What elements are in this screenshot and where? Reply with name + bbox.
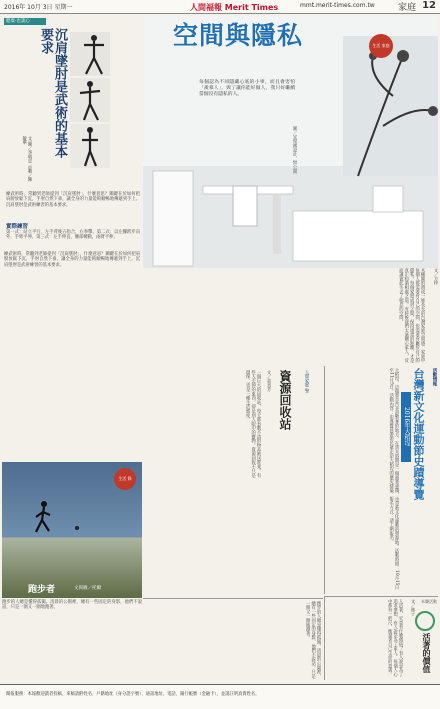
runner-body: 跑步的人總是懂得孤獨。清晨的公園裡，總有一些固定的身影，他們不說話，只是一圈又一圈地跑著。 [305, 601, 321, 679]
events-body: 大稻埕，這個曾是台北最繁華的地方，在清末時期是一個商業重鎮，也是新文化運動的發源地。活動時間：10月15日至11月5日。活動內容：由導覽員帶領民眾走訪大稻埕的歷史建築。報名方式：請上網報名。 [388, 368, 399, 590]
runner-caption: 跑步者 [28, 585, 56, 595]
issue-date: 2016年 10月 3日 星期一 [4, 4, 73, 11]
article-continued-body: 練武術時，常聽到老師提到「沉肩墜肘」，什麼意思？關鍵在於如何把肩膀放鬆下沉，手肘自然下垂，讓全身的力量能夠順暢地傳遞到手上。沉肩墜肘是武術練習的基本要求。 [4, 252, 140, 268]
recycling-subtitle: 人間家庭 警 [304, 370, 309, 393]
section-name: 家庭 [397, 3, 416, 13]
feature-body: 木柵圍的潰成一條長長的台灣家庭空間感。家庭中每個人都需要有自己的空間，也需要有屬於自己的隱私。每個家庭成員之間，保持適當的距離，才是真正和諧相處之道。有時候我們太過關心家人，反而讓彼此失去了喘息的空間。 [398, 268, 425, 363]
feature-quote: 每個認為不同隱藏心底的小事，而且會害怕「羨慕人」，與了讓你能好做人，我只好繼續當個沒有隱私的人。 [199, 80, 295, 98]
article-events [324, 366, 438, 594]
article-tai-chi [2, 16, 142, 250]
photo-credit: 文與圖／托爾 [74, 586, 101, 591]
photo-caption: 圖／宋俊國設計，無公開 [292, 126, 297, 174]
page-header [0, 0, 440, 14]
article-runner-body [143, 598, 323, 680]
value-title: 活著的價值 [422, 633, 432, 673]
photo-pose-1 [70, 32, 110, 76]
article-tai-chi-continued [2, 252, 142, 462]
article-value-of-living [324, 596, 438, 680]
article-recycling [143, 366, 323, 598]
article-author: 文‧圖／李明忠 示範／陳敏華 [21, 136, 32, 182]
article-body: 練武術時，常聽到老師提到「沉肩墜肘」，什麼意思？關鍵在於如何把肩膀放鬆下沉，手肘自然下垂，讓全身的力量能夠順暢地傳遞到手上。沉肩墜肘是武術練習的基本要求。 [6, 192, 140, 208]
recycling-title: 資源回收站 [278, 370, 292, 430]
feature-space-privacy [143, 16, 438, 268]
value-tag: 米樂活動 [421, 599, 437, 604]
photo-pose-3 [70, 124, 110, 168]
recycling-body: 一個巨大的回收站，每天都有數不清的物品被送進來。有些人丟掉的東西，卻是別人眼中的寶物。資源回收不只是環保，更是一種生活態度。 [245, 370, 261, 478]
feature-author: 文／方梓 [433, 268, 438, 286]
article-steps: 第一式：站立平行，左手背後五指合，右拳擊。第二式：以左腳跨步向外，手臂平伸。第三式：左手伸直，腰部轉動，兩臂平伸。 [6, 230, 140, 241]
value-body: 人活著，究竟有什麼價值？有人說是為了追求夢想，有人說是為了家人。每個人心中都有一把尺，衡量著自己生命的意義。 [387, 599, 403, 677]
footer-notice: 閱報服務：本報歡迎讀者投稿，來稿請附姓名、戶籍地址（身分證字號）、通訊地址、電話、銀行帳號（金融卡），並請註明真實姓名。 [6, 692, 260, 697]
events-tag: 活動情報 [432, 368, 437, 386]
lifestyle-badge: 生活 錄 [114, 468, 136, 490]
value-author: 文／林子 [410, 599, 415, 617]
value-number-icon [415, 611, 435, 631]
site-url: mmt.merit-times.com.tw [300, 2, 375, 9]
category-badge: 生活 家庭 [369, 34, 393, 58]
events-banner: 2016年大稻埕 [401, 392, 411, 462]
feature-title: 空間與隱私 [173, 21, 304, 50]
runner-body-left: 跑步的人總是懂得孤獨。清晨的公園裡，總有一些固定的身影，他們不說話，只是一圈又一圈地跑著。 [2, 600, 142, 611]
photo-pose-2 [70, 78, 110, 122]
article-title: 沉肩墜肘是武術的基本要求 [38, 28, 67, 158]
page-number: 12 [422, 0, 436, 11]
column-tag: 健康‧也談心 [4, 18, 46, 25]
article-subhead: 實際練習 [6, 224, 29, 230]
newspaper-logo: 人間福報 Merit Times [190, 3, 279, 12]
page-footer [0, 684, 440, 709]
events-title: 台灣新文化運動節史蹟導覽 [412, 368, 425, 500]
recycling-author: 文／余美芳 [266, 370, 271, 392]
feature-body-area [143, 268, 438, 366]
photo-runner [2, 462, 142, 598]
